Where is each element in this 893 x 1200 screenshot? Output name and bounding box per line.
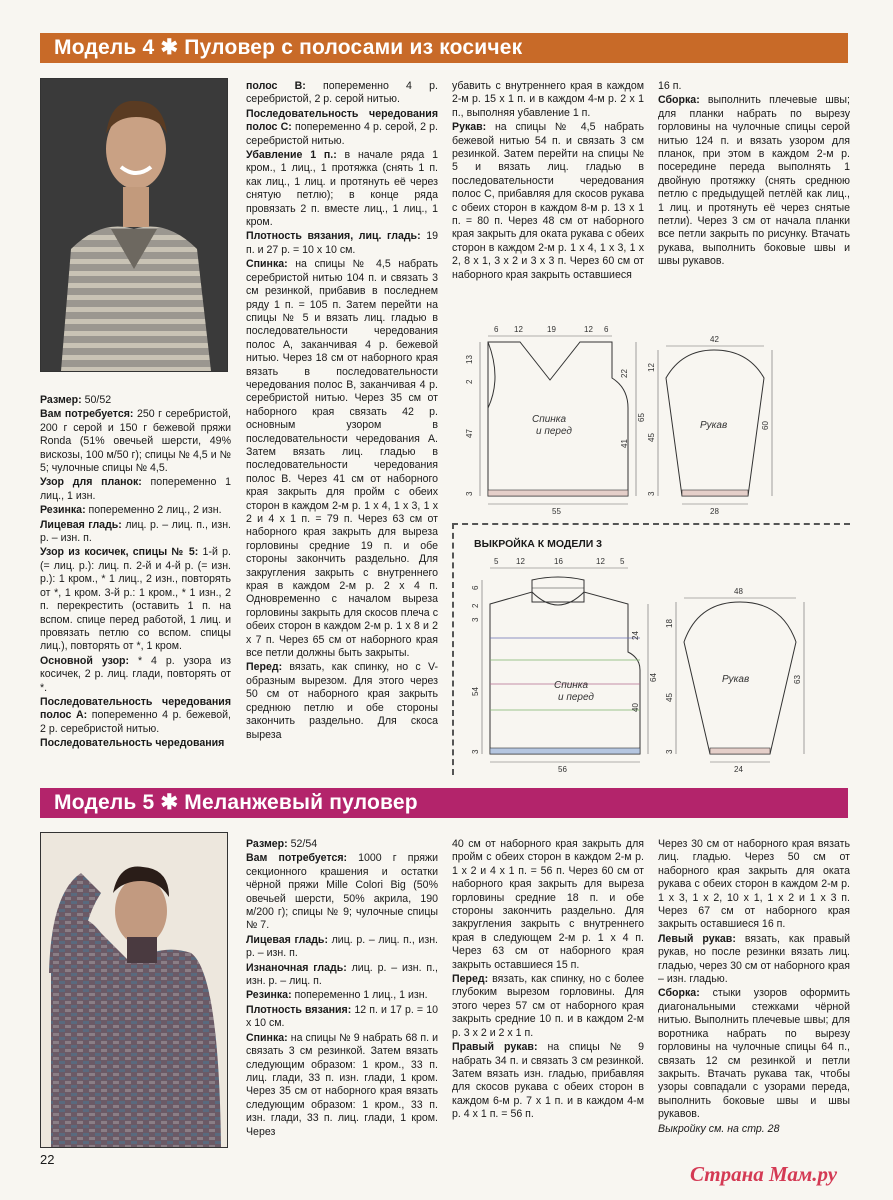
m4c1-p7: Последовательность чередования полос А: попеременно 4 р. бежевой, 2 р. серебристой нитью. [40, 695, 231, 735]
s3-right-0: 24 [631, 631, 640, 640]
s4-sleeve-left-1: 45 [647, 433, 656, 442]
s4-right-1: 65 [637, 413, 646, 422]
s3-front-label-2: и перед [558, 692, 594, 703]
m4c1-p1: Вам потребуется: 250 г серебристой, 200 г серой и 150 г бежевой пряжи Ronda (51% овечьей шерсти, 49% вискозы, 100 м/50 г); спицы № 4,5 и № 5; чулочные спицы № 4,5. [40, 408, 231, 475]
s3-right-1: 64 [649, 673, 658, 682]
s3-sleeve-bottom: 24 [734, 765, 743, 774]
model-5-col-1 [246, 838, 438, 1140]
model-5-col-3 [658, 838, 850, 1137]
s4-bottom: 55 [552, 507, 561, 516]
m4c1-p0: Размер: 50/52 [40, 394, 112, 406]
m4c2-p1: Последовательность чередования полос С: попеременно 4 р. серой, 2 р. серебристой нитью. [246, 107, 438, 147]
s3-sleeve-left-2: 3 [665, 749, 674, 754]
m4c3-p1: Рукав: на спицы № 4,5 набрать бежевой нитью 54 п. и связать 3 см резинкой. Затем перейти на спицы № 5 и вязать лиц. гладью в последовательности чередования полос С, прибавляя для скосов рукава с обеих сторон в каждом 8-м р. 13 х 1 п. = 80 п. Через 48 см от наборного края закрыть для оката рукава с обеих сторон в каждом 2-м р. 1 х 4, 1 х 3, 1 х 2, 8 х 1, 3 х 2 и 3 х 3 п. Через 60 см от наборного края закрыть оставшиеся [452, 121, 644, 281]
s3-sleeve-left-0: 18 [665, 619, 674, 628]
m4c1-p3: Резинка: попеременно 2 лиц., 2 изн. [40, 504, 222, 517]
m5c2-p1: Перед: вязать, как спинку, но с более глубоким вырезом горловины. Для этого через 57 см от наборного края закрыть средние 10 п. и в каждом 2-м р. 3 х 2 и 2 х 1 п. [452, 973, 644, 1039]
s4-top-1: 12 [514, 325, 523, 334]
s3-top-1: 12 [516, 557, 525, 566]
s3-left-1: 2 [471, 603, 480, 608]
watermark: Страна Мам.ру [690, 1162, 838, 1186]
model-4-col-2 [246, 80, 438, 743]
m4c2-p4: Спинка: на спицы № 4,5 набрать серебристой нитью 104 п. и связать 3 см резинкой, прибавив в последнем ряду 1 п. = 105 п. Затем перейти на спицы № 5 и вязать лиц. гладью в последовательности чередования полос А, заканчивая 4 р. бежевой нитью. Через 18 см от наборного края вязать в последовательности чередования полос В, заканчивая 4 р. серебристой нитью. Через 35 см от наборного края связать 42 р. основным узором в последовательности чередования А. Затем вязать лиц. гладью в последовательности чередования полос В. Через 41 см от наборного края закрыть для пройм с обеих сторон в каждом 2-м р. 1 х 4, 1 х 3, 1 х 2 и 4 х 1 п. = 79 п. Через 63 см от наборного края закрыть для выреза горловины средние 19 п. и обе стороны закончить раздельно. Для закругления закрыть с внутреннего края в каждом 2-м р. 2 х 4 п. Одновременно с началом выреза горловины закрыть для скосов плеча с обеих сторон в каждом 2-м р. 1 х 8 и 2 х 7 п. Через 65 см от наборного края все петли должны быть закрыты. [246, 258, 438, 660]
m4c2-p5: Перед: вязать, как спинку, но с V-образным вырезом. Для этого через 50 см от наборного края закрыть среднюю петлю и обе стороны закончить раздельно. Для скоса выреза [246, 661, 438, 741]
s4-left-1: 2 [465, 379, 474, 384]
s3-left-3: 54 [471, 687, 480, 696]
m5c1-p1: Вам потребуется: 1000 г пряжи секционного крашения и остатки чёрной пряжи Mille Colori Big (50% овечьей шерсти, 50% акрила, 190 м/200 г); спицы № 9; чулочные спицы № 7. [246, 852, 438, 932]
s3-front-label-1: Спинка [554, 680, 589, 691]
m5c3-p2: Сборка: стыки узоров оформить диагональными стежками чёрной нитью. Выполнить плечевые швы; для воротника набрать по вырезу горловины на чулочные спицы 64 п., связать 12 см резинкой и петли закрыть. Втачать рукава так, чтобы узоры совпадали с узорами переда, выполнить боковые швы и швы рукавов. [658, 987, 850, 1121]
s4-right-0: 22 [620, 369, 629, 378]
s4-sleeve-right: 60 [761, 421, 770, 430]
s4-sleeve-bottom: 28 [710, 507, 719, 516]
model-4-photo [40, 78, 228, 372]
s3-top-0: 5 [494, 557, 499, 566]
m5c1-p5: Плотность вязания: 12 п. и 17 р. = 10 х 10 см. [246, 1003, 438, 1030]
s3-left-2: 3 [471, 617, 480, 622]
s3-sleeve-top: 48 [734, 587, 743, 596]
m4c2-p0: полос В: попеременно 4 р. серебристой, 2 р. серой нитью. [246, 80, 438, 106]
m4c1-p6: Основной узор: * 4 р. узора из косичек, 2 р. лиц. глади, повторять от *. [40, 654, 231, 694]
s3-sleeve-label: Рукав [722, 674, 750, 685]
s3-bottom: 56 [558, 765, 567, 774]
model-5-header: Модель 5 ✱ Меланжевый пуловер [40, 788, 848, 818]
m4c3-p0: убавить с внутреннего края в каждом 2-м р. 15 х 1 п. и в каждом 4-м р. 2 х 1 п., выполняя убавление 1 п. [452, 80, 644, 119]
s3-top-4: 5 [620, 557, 625, 566]
s4-front-label-2: и перед [536, 426, 572, 437]
m5c3-p0: Через 30 см от наборного края вязать лиц. гладью. Через 50 см от наборного края закрыть для оката рукава с обеих сторон в каждом 2-м р. 1 х 3, 1 х 2, 10 х 1, 1 х 2 и 1 х 3 п. Через 67 см от наборного края закрыть оставшиеся 16 п. [658, 838, 850, 931]
m4c1-p5: Узор из косичек, спицы № 5: 1-й р. (= лиц. р.): лиц. п. 2-й и 4-й р. (= изн. р.): 1 кром., * 1 лиц., 2 изн., повторять от *, 1 кром. 3-й р.: 1 кром., * 1 изн., 2 п. перекрестить (оставить 1 п. на вспом. спице перед работой, 1 лиц. и провязать петлю со вспом. спицы лиц.), повторять от *, 1 кром. [40, 546, 232, 653]
s4-sleeve-top: 42 [710, 335, 719, 344]
s3-sleeve-right: 63 [793, 675, 802, 684]
m4c1-p2: Узор для планок: попеременно 1 лиц., 1 изн. [40, 476, 231, 502]
model-5-photo [40, 832, 228, 1148]
m4c1-p4: Лицевая гладь: лиц. р. – лиц. п., изн. р. – изн. п. [40, 518, 231, 545]
model-5-col-2 [452, 838, 644, 1123]
m5c1-p2: Лицевая гладь: лиц. р. – лиц. п., изн. р. – изн. п. [246, 933, 438, 960]
s3-right-2: 40 [631, 703, 640, 712]
s4-left-3: 3 [465, 491, 474, 496]
s4-front-label-1: Спинка [532, 414, 567, 425]
m5c2-p2: Правый рукав: на спицы № 9 набрать 34 п. и связать 3 см резинкой. Затем вязать изн. гладью, прибавляя для скосов рукава с обеих сторон в каждом 6-м р. 7 х 1 п. и в каждом 4-м р. 4 х 1 п. = 56 п. [452, 1041, 645, 1121]
m4c2-p3: Плотность вязания, лиц. гладь: 19 п. и 27 р. = 10 х 10 см. [246, 230, 439, 256]
m5c1-p3: Изнаночная гладь: лиц. р. – изн. п., изн. р. – лиц. п. [246, 961, 438, 988]
m4c4-p1: Сборка: выполнить плечевые швы; для планки набрать по вырезу горловины на чулочные спицы серой нитью 124 п. и вязать узором для планок, при этом в каждом 2-м р. посередине переда выполнять 1 двойную протяжку (снять среднюю петлю с предыдущей петлёй как лиц., 1 лиц. и протянуть её через снятые петли). Через 3 см от начала планки все петли закрыть по рисунку. Втачать рукава, выполнить боковые швы и швы рукавов. [658, 94, 850, 268]
m5c1-p6: Спинка: на спицы № 9 набрать 68 п. и связать 3 см резинкой. Затем вязать следующим образом: 1 кром., 33 п. лиц. глади, 33 п. изн. глади, 1 кром. Через 35 см от наборного края вязать следующим образом: 1 кром., 33 п. изн. глади, 33 п. лиц. глади, 1 кром. Через [246, 1031, 438, 1138]
s4-top-3: 12 [584, 325, 593, 334]
m5c3-ref: Выкройку см. на стр. 28 [658, 1122, 780, 1135]
s4-top-2: 19 [547, 325, 556, 334]
model-4-header: Модель 4 ✱ Пуловер с полосами из косичек [40, 33, 848, 63]
model-3-pattern-title: ВЫКРОЙКА К МОДЕЛИ 3 [474, 538, 603, 550]
model-4-col-3 [452, 80, 644, 283]
m5c1-p0: Размер: 52/54 [246, 838, 318, 850]
s4-sleeve-left-0: 12 [647, 363, 656, 372]
s4-left-2: 47 [465, 429, 474, 438]
page-number: 22 [40, 1152, 55, 1167]
model-4-schematic [452, 318, 852, 518]
m4c2-p2: Убавление 1 п.: в начале ряда 1 кром., 1 лиц., 1 протяжка (снять 1 п. как лиц., 1 лиц. и протянуть её через снятую петлю); в конце ряда провязать 2 п. вместе лиц., 1 лиц., 1 кром. [246, 149, 438, 229]
s3-sleeve-left-1: 45 [665, 693, 674, 702]
model-3-schematic [466, 552, 850, 774]
s3-top-2: 16 [554, 557, 563, 566]
m4c4-p0: 16 п. [658, 80, 682, 92]
s3-left-0: 6 [471, 585, 480, 590]
m5c2-p0: 40 см от наборного края закрыть для пройм с обеих сторон в каждом 2-м р. 1 х 2 и 4 х 1 п. = 56 п. Через 60 см от наборного края закрыть для выреза горловины средние 18 п. и обе стороны закончить раздельно. Для закругления закрыть с внутреннего края в следующем 2-м р. 1 х 4 п. Через 63 см от наборного края закрыть оставшиеся 15 п. [452, 838, 644, 971]
m5c3-p1: Левый рукав: вязать, как правый рукав, но после резинки вязать лиц. гладью, через 30 см от наборного края – изн. гладью. [658, 932, 850, 986]
m4c1-p8: Последовательность чередования [40, 737, 225, 750]
model-4-col-4 [658, 80, 850, 270]
s3-top-3: 12 [596, 557, 605, 566]
s4-sleeve-label: Рукав [700, 420, 728, 431]
s4-top-0: 6 [494, 325, 499, 334]
s4-sleeve-left-2: 3 [647, 491, 656, 496]
s4-left-0: 13 [465, 355, 474, 364]
s4-right-2: 41 [620, 439, 629, 448]
s3-left-4: 3 [471, 749, 480, 754]
model-4-col-1 [40, 394, 231, 752]
s4-top-4: 6 [604, 325, 609, 334]
m5c1-p4: Резинка: попеременно 1 лиц., 1 изн. [246, 989, 428, 1002]
